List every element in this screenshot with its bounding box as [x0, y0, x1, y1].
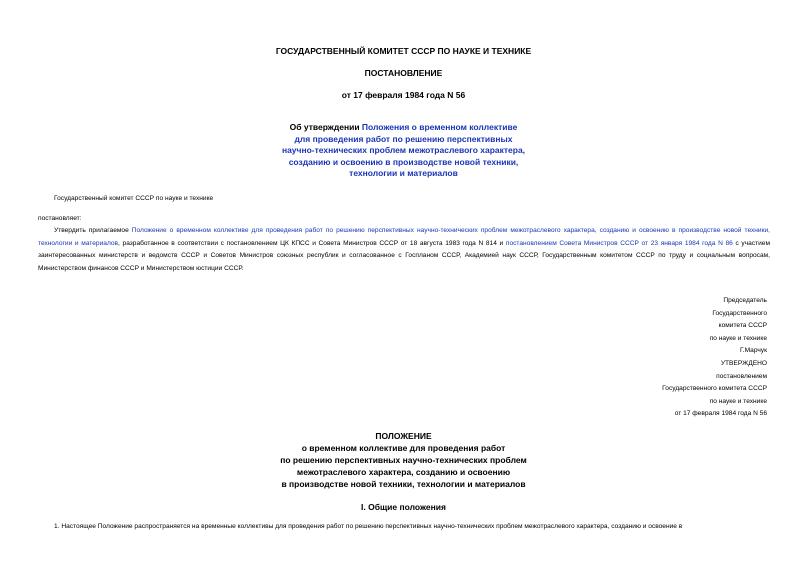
approval-block — [662, 358, 767, 421]
section-heading: I. Общие положения — [361, 502, 446, 512]
regulation-heading — [0, 430, 807, 490]
title-link-line-5[interactable]: технологии и материалов — [349, 168, 458, 178]
signature-line: комитета СССР — [718, 322, 767, 329]
title-link-line-3[interactable]: научно-технических проблем межотраслевого характера, — [281, 145, 526, 155]
approval-line: по науке и технике — [709, 397, 767, 405]
p1-text-b: , разработанное в соответствии с постановлением ЦК КПСС и Совета Министров СССР от 18 августа 1983 года N 814 и — [118, 239, 506, 247]
document-type: ПОСТАНОВЛЕНИЕ — [364, 68, 443, 78]
regulation-subtitle-line: в производстве новой техники, технологии и материалов — [281, 479, 526, 489]
decides-text: постановляет: — [38, 215, 82, 222]
title-prefix: Об утверждении — [289, 122, 362, 132]
title-link-line-1[interactable]: Положения о временном коллективе — [361, 122, 518, 132]
signature-line: по науке и технике — [709, 334, 767, 342]
title-link-line-2[interactable]: для проведения работ по решению перспективных — [294, 133, 513, 144]
decree-86-link[interactable]: постановлением Совета Министров СССР от 23 января 1984 года N 86 — [505, 239, 733, 247]
approval-line: постановлением — [716, 372, 767, 380]
document-date-number: от 17 февраля 1984 года N 56 — [341, 90, 466, 100]
p1-text-a: Утвердить прилагаемое — [54, 227, 132, 234]
signature-line: Г.Марчук — [740, 347, 767, 354]
approval-line: от 17 февраля 1984 года N 56 — [674, 410, 767, 417]
intro-text: Государственный комитет СССР по науке и технике — [54, 195, 214, 202]
committee-heading: ГОСУДАРСТВЕННЫЙ КОМИТЕТ СССР ПО НАУКЕ И ТЕХНИКЕ — [275, 46, 532, 56]
signature-block — [710, 295, 767, 358]
p1-text-c: с участием заинтересованных министерств и ведомств СССР и Советов Министров союзных республик и согласованное с Госпланом СССР, Академией наук СССР, Государственным комитетом СССР по труду и социальным вопросам, Министерством финансов СССР и Министерством юстиции СССР. — [38, 239, 770, 272]
regulation-subtitle-line: о временном коллективе для проведения работ — [301, 443, 506, 453]
approval-line: Государственного комитета СССР — [662, 385, 767, 392]
signature-line: Председатель — [723, 297, 767, 304]
approval-line: УТВЕРЖДЕНО — [720, 360, 767, 367]
title-link-line-4[interactable]: созданию и освоению в производстве новой техники, — [288, 156, 519, 167]
regulation-title: ПОЛОЖЕНИЕ — [375, 431, 432, 441]
paragraph-1 — [38, 225, 770, 275]
regulation-subtitle-line: по решению перспективных научно-технических проблем — [280, 455, 527, 465]
regulation-subtitle-line: межотраслевого характера, созданию и освоению — [296, 467, 511, 477]
document-title — [0, 122, 807, 180]
regulation-item-1: 1. Настоящее Положение распространяется на временные коллективы для проведения работ по решению перспективных научно-технических проблем межотраслевого характера, созданию и освоение в — [54, 523, 683, 530]
regulation-link[interactable]: Положение о временном коллективе для проведения работ по решению перспективных научно-технических проблем межотраслевого характера, созданию и освоению в производстве новой техники, технологии и материалов — [38, 227, 771, 247]
signature-line: Государственного — [712, 309, 767, 317]
